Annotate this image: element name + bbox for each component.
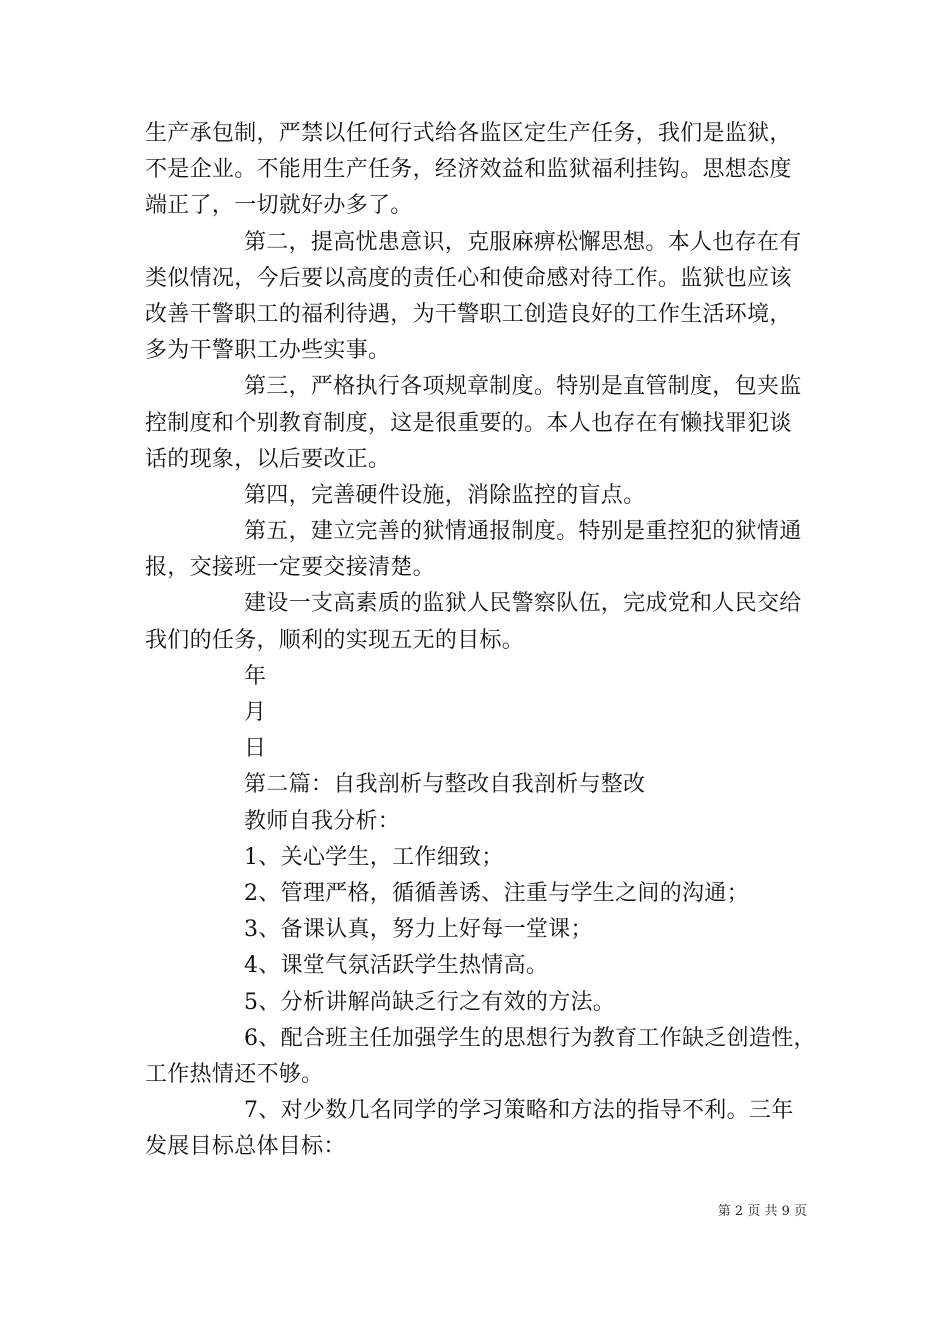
- text-line: 建设一支高素质的监狱人民警察队伍，完成党和人民交给: [244, 591, 802, 617]
- text-line: 不是企业。不能用生产任务，经济效益和监狱福利挂钩。思想态度: [145, 157, 792, 183]
- text-line: 第二，提高忧患意识，克服麻痹松懈思想。本人也存在有: [244, 229, 802, 255]
- text-line: 端正了，一切就好办多了。: [145, 193, 413, 219]
- document-body: [145, 116, 815, 1165]
- text-line: 生产承包制，严禁以任何行式给各监区定生产任务，我们是监狱，: [145, 121, 792, 146]
- list-item: 4、课堂气氛活跃学生热情高。: [244, 953, 549, 979]
- list-item: 3、备课认真，努力上好每一堂课；: [244, 917, 593, 943]
- text-line: 报，交接班一定要交接清楚。: [145, 555, 435, 581]
- list-item: 5、分析讲解尚缺乏行之有效的方法。: [244, 989, 616, 1015]
- text-line: 我们的任务，顺利的实现五无的目标。: [145, 627, 525, 653]
- text-line: 第三，严格执行各项规章制度。特别是直管制度，包夹监: [244, 374, 802, 400]
- text-line: 多为干警职工办些实事。: [145, 338, 391, 364]
- text-line: 话的现象，以后要改正。: [145, 446, 391, 472]
- text-line: 类似情况，今后要以高度的责任心和使命感对待工作。监狱也应该: [145, 265, 792, 291]
- section-heading: 第二篇：自我剖析与整改自我剖析与整改: [244, 772, 646, 798]
- date-year-label: 年: [244, 663, 267, 689]
- list-item: 1、关心学生，工作细致；: [244, 844, 504, 870]
- list-item: 2、管理严格，循循善诱、注重与学生之间的沟通；: [244, 880, 749, 906]
- text-line: 第四，完善硬件设施，消除监控的盲点。: [244, 482, 646, 508]
- page-number-footer: 第 2 页 共 9 页: [717, 1204, 807, 1219]
- text-line: 改善干警职工的福利待遇，为干警职工创造良好的工作生活环境，: [145, 301, 792, 327]
- date-month-label: 月: [244, 700, 267, 725]
- list-item: 7、对少数几名同学的学习策略和方法的指导不利。三年: [244, 1098, 794, 1124]
- date-day-label: 日: [244, 736, 267, 762]
- text-line: 教师自我分析：: [244, 808, 401, 834]
- text-line: 发展目标总体目标：: [145, 1134, 346, 1160]
- text-line: 第五，建立完善的狱情通报制度。特别是重控犯的狱情通: [244, 519, 802, 545]
- list-item: 6、配合班主任加强学生的思想行为教育工作缺乏创造性，: [244, 1025, 816, 1051]
- text-line: 控制度和个别教育制度，这是很重要的。本人也存在有懒找罪犯谈: [145, 410, 792, 436]
- text-line: 工作热情还不够。: [145, 1061, 324, 1087]
